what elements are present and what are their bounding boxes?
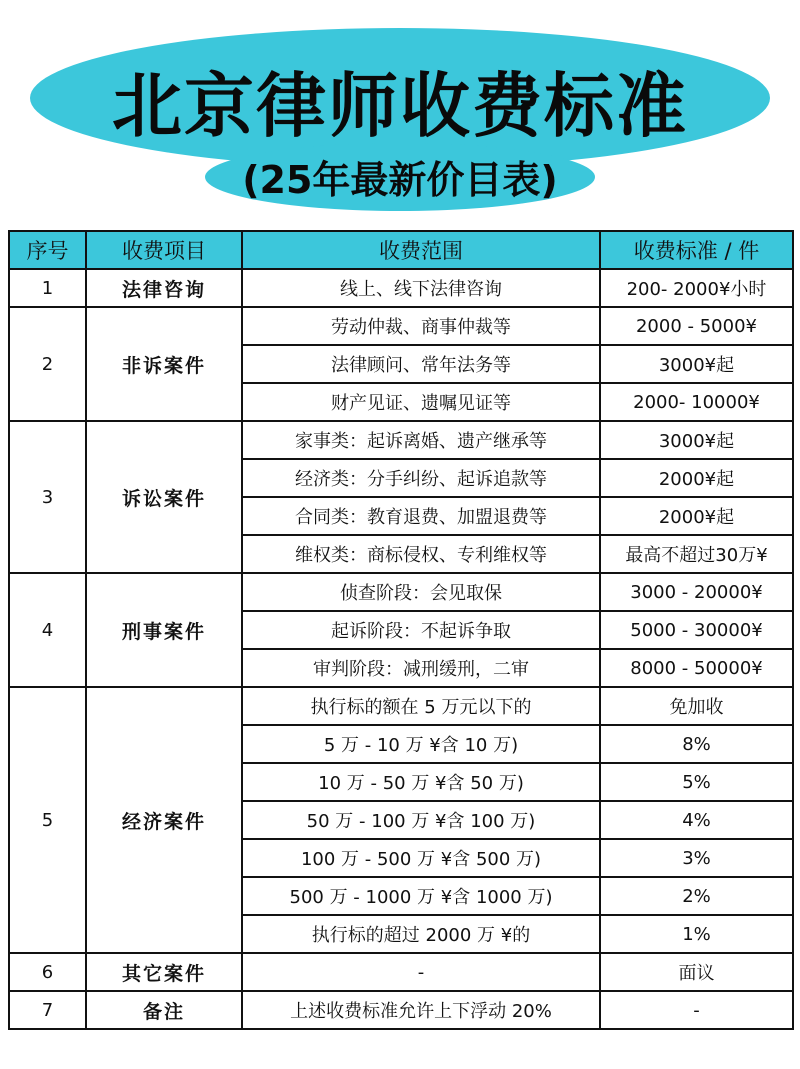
scope-cell: 家事类：起诉离婚、遗产继承等 bbox=[242, 421, 600, 459]
row-number-cell: 7 bbox=[9, 991, 86, 1029]
row-number-cell: 3 bbox=[9, 421, 86, 573]
row-number-cell: 2 bbox=[9, 307, 86, 421]
price-cell: 1% bbox=[600, 915, 793, 953]
category-cell: 诉讼案件 bbox=[86, 421, 242, 573]
category-cell: 非诉案件 bbox=[86, 307, 242, 421]
category-cell: 经济案件 bbox=[86, 687, 242, 953]
scope-cell: 合同类：教育退费、加盟退费等 bbox=[242, 497, 600, 535]
fee-table bbox=[8, 230, 794, 1030]
scope-cell: 经济类：分手纠纷、起诉追款等 bbox=[242, 459, 600, 497]
scope-cell: 起诉阶段：不起诉争取 bbox=[242, 611, 600, 649]
column-header-category: 收费项目 bbox=[86, 231, 242, 269]
column-header-no: 序号 bbox=[9, 231, 86, 269]
row-number-cell: 5 bbox=[9, 687, 86, 953]
scope-cell: 线上、线下法律咨询 bbox=[242, 269, 600, 307]
scope-cell: 100 万 - 500 万 ¥含 500 万) bbox=[242, 839, 600, 877]
scope-cell: 执行标的超过 2000 万 ¥的 bbox=[242, 915, 600, 953]
column-header-price: 收费标准 / 件 bbox=[600, 231, 793, 269]
category-cell: 刑事案件 bbox=[86, 573, 242, 687]
price-cell: - bbox=[600, 991, 793, 1029]
scope-cell: 50 万 - 100 万 ¥含 100 万) bbox=[242, 801, 600, 839]
table-body bbox=[9, 269, 793, 1029]
scope-cell: 500 万 - 1000 万 ¥含 1000 万) bbox=[242, 877, 600, 915]
table-row bbox=[9, 421, 793, 459]
price-cell: 2000- 10000¥ bbox=[600, 383, 793, 421]
price-cell: 2000 - 5000¥ bbox=[600, 307, 793, 345]
table-row bbox=[9, 573, 793, 611]
table-row bbox=[9, 687, 793, 725]
scope-cell: 执行标的额在 5 万元以下的 bbox=[242, 687, 600, 725]
scope-cell: - bbox=[242, 953, 600, 991]
column-header-scope: 收费范围 bbox=[242, 231, 600, 269]
price-cell: 5000 - 30000¥ bbox=[600, 611, 793, 649]
scope-cell: 法律顾问、常年法务等 bbox=[242, 345, 600, 383]
scope-cell: 财产见证、遗嘱见证等 bbox=[242, 383, 600, 421]
category-cell: 其它案件 bbox=[86, 953, 242, 991]
price-cell: 面议 bbox=[600, 953, 793, 991]
scope-cell: 5 万 - 10 万 ¥含 10 万) bbox=[242, 725, 600, 763]
scope-cell: 上述收费标准允许上下浮动 20% bbox=[242, 991, 600, 1029]
price-cell: 免加收 bbox=[600, 687, 793, 725]
table-header-row bbox=[9, 231, 793, 269]
row-number-cell: 4 bbox=[9, 573, 86, 687]
price-cell: 3000 - 20000¥ bbox=[600, 573, 793, 611]
scope-cell: 10 万 - 50 万 ¥含 50 万) bbox=[242, 763, 600, 801]
table-row bbox=[9, 991, 793, 1029]
category-cell: 法律咨询 bbox=[86, 269, 242, 307]
price-cell: 4% bbox=[600, 801, 793, 839]
price-cell: 2000¥起 bbox=[600, 459, 793, 497]
title-banner bbox=[0, 0, 800, 230]
price-cell: 5% bbox=[600, 763, 793, 801]
scope-cell: 维权类：商标侵权、专利维权等 bbox=[242, 535, 600, 573]
price-cell: 200- 2000¥小时 bbox=[600, 269, 793, 307]
scope-cell: 审判阶段：减刑缓刑，二审 bbox=[242, 649, 600, 687]
category-cell: 备注 bbox=[86, 991, 242, 1029]
price-cell: 3% bbox=[600, 839, 793, 877]
page-title: 北京律师收费标准 bbox=[112, 65, 688, 147]
price-cell: 2000¥起 bbox=[600, 497, 793, 535]
row-number-cell: 6 bbox=[9, 953, 86, 991]
price-cell: 3000¥起 bbox=[600, 345, 793, 383]
price-cell: 3000¥起 bbox=[600, 421, 793, 459]
page-subtitle: (25年最新价目表) bbox=[242, 158, 558, 202]
table-row bbox=[9, 307, 793, 345]
scope-cell: 劳动仲裁、商事仲裁等 bbox=[242, 307, 600, 345]
row-number-cell: 1 bbox=[9, 269, 86, 307]
price-cell: 8% bbox=[600, 725, 793, 763]
table-row bbox=[9, 953, 793, 991]
price-cell: 8000 - 50000¥ bbox=[600, 649, 793, 687]
price-cell: 最高不超过30万¥ bbox=[600, 535, 793, 573]
table-row bbox=[9, 269, 793, 307]
price-cell: 2% bbox=[600, 877, 793, 915]
scope-cell: 侦查阶段：会见取保 bbox=[242, 573, 600, 611]
